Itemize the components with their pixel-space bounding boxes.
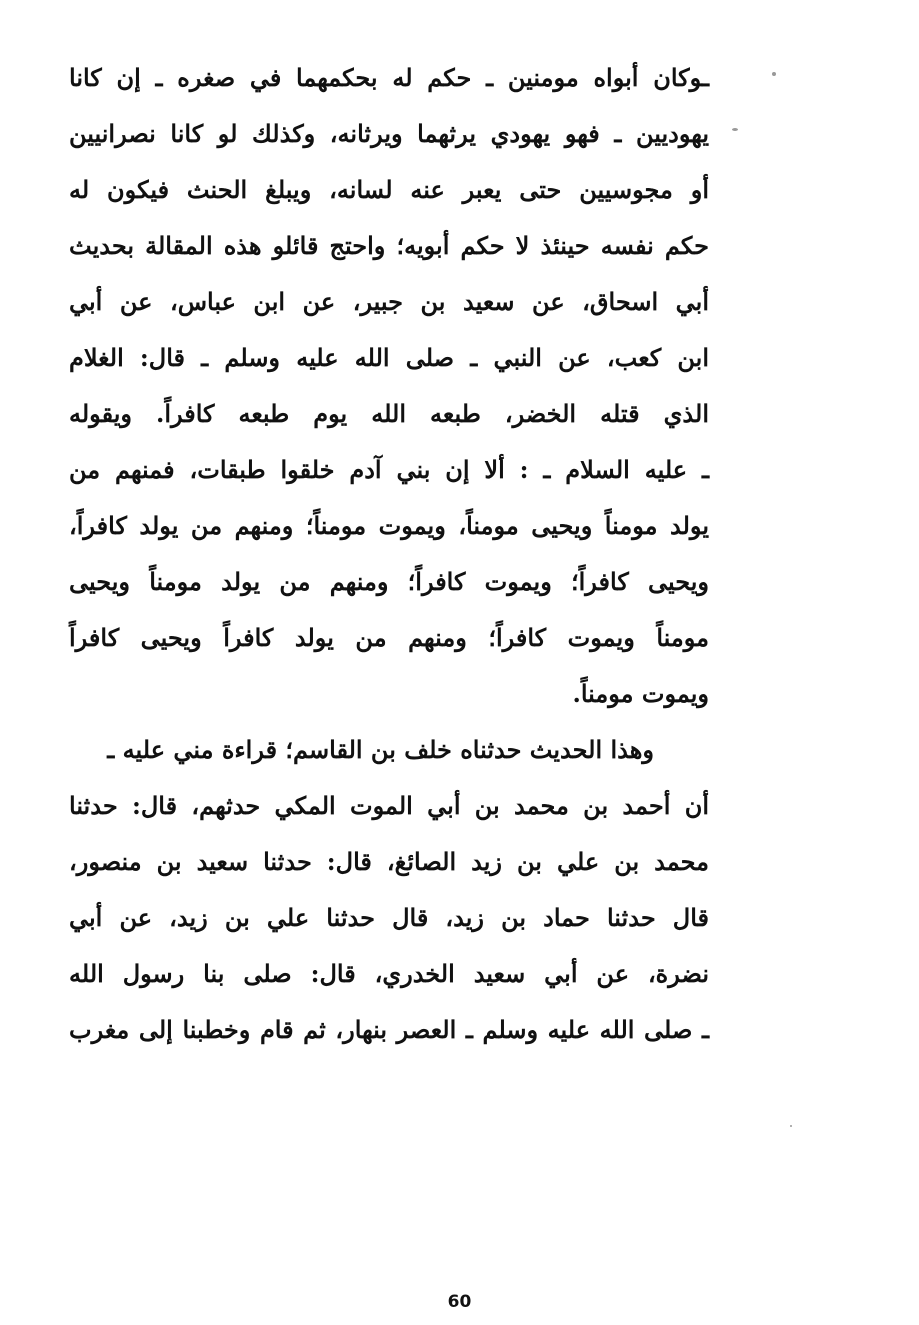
text-line: ابن كعب، عن النبي ـ صلى الله عليه وسلم ـ قال: الغلام <box>69 343 709 372</box>
print-speck <box>772 72 776 76</box>
text-line: وهذا الحديث حدثناه خلف بن القاسم؛ قراءة مني عليه ـ <box>107 735 654 764</box>
text-line: ويموت مومناً. <box>572 679 709 708</box>
page-number: 60 <box>447 1292 472 1312</box>
text-line: أو مجوسيين حتى يعبر عنه لسانه، ويبلغ الحنث فيكون له <box>69 175 709 204</box>
text-line: يولد مومناً ويحيى مومناً، ويموت مومناً؛ ومنهم من يولد كافراً، <box>69 511 709 540</box>
print-speck <box>790 1125 792 1127</box>
text-line: ويحيى كافراً؛ ويموت كافراً؛ ومنهم من يولد مومناً ويحيى <box>69 567 709 596</box>
text-line: ـ عليه السلام ـ : ألا إن بني آدم خلقوا طبقات، فمنهم من <box>69 455 709 484</box>
text-line: يهوديين ـ فهو يهودي يرثهما ويرثانه، وكذلك لو كانا نصرانيين <box>69 119 709 148</box>
paragraph-1 <box>69 50 709 722</box>
text-line: أبي اسحاق، عن سعيد بن جبير، عن ابن عباس، عن أبي <box>69 287 709 316</box>
text-line: أن أحمد بن محمد بن أبي الموت المكي حدثهم، قال: حدثنا <box>69 791 710 820</box>
text-line: ـوكان أبواه مومنين ـ حكم له بحكمهما في صغره ـ إن كانا <box>69 63 709 92</box>
text-line: قال حدثنا حماد بن زيد، قال حدثنا علي بن زيد، عن أبي <box>69 903 709 932</box>
text-line: ـ صلى الله عليه وسلم ـ العصر بنهار، ثم قام وخطبنا إلى مغرب <box>69 1015 709 1044</box>
text-line: مومناً ويموت كافراً؛ ومنهم من يولد كافراً ويحيى كافراً <box>69 623 709 652</box>
text-line: محمد بن علي بن زيد الصائغ، قال: حدثنا سعيد بن منصور، <box>69 847 709 876</box>
text-line: نضرة، عن أبي سعيد الخدري، قال: صلى بنا رسول الله <box>69 959 709 988</box>
text-line: حكم نفسه حينئذ لا حكم أبويه؛ واحتج قائلو هذه المقالة بحديث <box>69 231 709 260</box>
print-speck <box>732 128 738 131</box>
paragraph-2 <box>69 722 709 1058</box>
text-line: الذي قتله الخضر، طبعه الله يوم طبعه كافراً. ويقوله <box>69 399 709 428</box>
